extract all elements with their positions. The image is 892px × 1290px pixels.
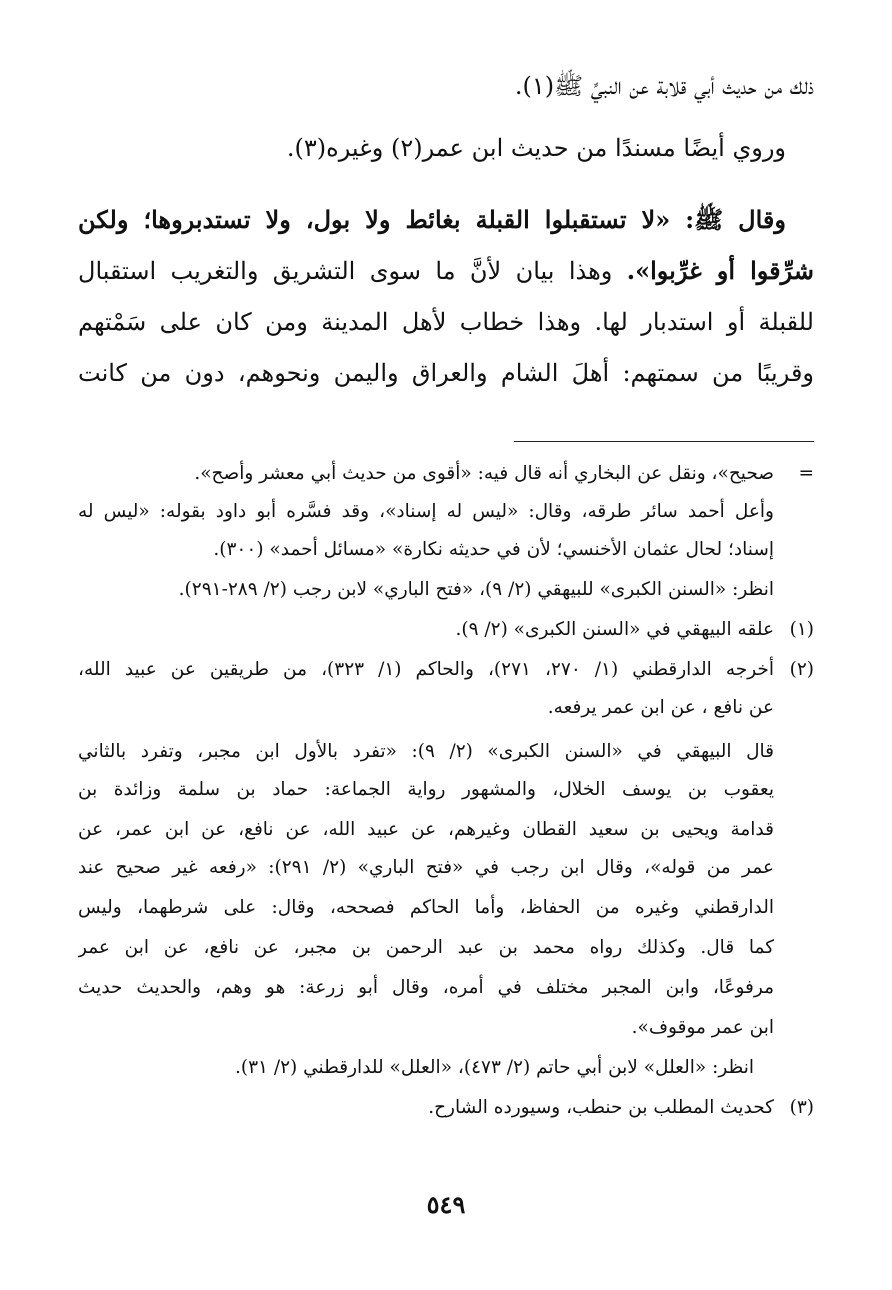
footnote-line: ابن عمر موقوف». [631, 1017, 774, 1038]
footnote-line: = صحيح»، ونقل عن البخاري أنه قال فيه: «أقوى من حديث أبي معشر وأصح». [78, 457, 814, 491]
footnote-number: (٢) [789, 659, 814, 680]
main-line-hadith: وقال ﷺ: «لا تستقبلوا القبلة بغائط ولا بول، ولا تستدبروها؛ ولكن [78, 205, 786, 234]
footnote-line: قدامة ويحيى بن سعيد القطان وغيرهم، عن عبيد الله، عن نافع، عن ابن عمر، عن [78, 819, 774, 840]
footnote-line: قال البيهقي في «السنن الكبرى» (٢/ ٩): «تفرد بالأول ابن مجبر، وتفرد بالثاني [78, 741, 774, 762]
footnote-line: عمر من قوله»، وقال ابن رجب في «فتح الباري» (٢/ ٢٩١): «رفعه غير صحيح عند [78, 857, 774, 878]
main-line: ذلك من حديث أبي قلابة عن النبيِّ ﷺ(١). [514, 72, 814, 100]
footnote-number: (١) [789, 619, 814, 640]
footnote-line: إسناد؛ لحال عثمان الأخنسي؛ لأن في حديثه نكارة» «مسائل أحمد» (٣٠٠). [213, 539, 774, 560]
hadith-end: شرِّقوا أو غرِّبوا». [626, 256, 814, 285]
footnote-line: انظر: «السنن الكبرى» للبيهقي (٢/ ٩)، «فتح الباري» لابن رجب (٢/ ٢٨٩-٢٩١). [178, 579, 774, 600]
footnote-1: (١) علقه البيهقي في «السنن الكبرى» (٢/ ٩). [78, 613, 814, 647]
main-line [78, 251, 814, 291]
footnote-2: (٢) أخرجه الدارقطني (١/ ٢٧٠، ٢٧١)، والحاكم (١/ ٣٢٣)، من طريقين عن عبيد الله، [78, 653, 814, 687]
footnote-3: (٣) كحديث المطلب بن حنطب، وسيورده الشارح. [78, 1091, 814, 1125]
page-number: ٥٤٩ [426, 1190, 466, 1219]
footnote-line: يعقوب بن يوسف الخلال، والمشهور رواية الجماعة: حماد بن سلمة وزائدة بن [78, 779, 774, 800]
footnote-line: كما قال. وكذلك رواه محمد بن عبد الرحمن بن مجبر، عن نافع، عن ابن عمر [78, 937, 774, 958]
footnote-line: وأعل أحمد سائر طرقه، وقال: «ليس له إسناد»، وقد فسَّره أبو داود بقوله: «ليس له [78, 501, 774, 522]
footnote-line: عن نافع ، عن ابن عمر يرفعه. [547, 697, 774, 718]
footnote-number: (٣) [789, 1097, 814, 1118]
footnote-line: انظر: «العلل» لابن أبي حاتم (٢/ ٤٧٣)، «العلل» للدارقطني (٢/ ٣١). [234, 1057, 754, 1078]
continuation-marker: = [798, 463, 814, 484]
main-line: وقريبًا من سمتهم: أهلَ الشام والعراق واليمن ونحوهم، دون من كانت [78, 359, 814, 387]
main-line: للقبلة أو استدبار لها. وهذا خطاب لأهل المدينة ومن كان على سَمْتهم [78, 308, 814, 336]
footnote-line: مرفوعًا، وابن المجبر مختلف في أمره، وقال أبو زرعة: هو وهم، والحديث حديث [78, 977, 774, 998]
main-line: وروي أيضًا مسندًا من حديث ابن عمر(٢) وغيره(٣). [286, 134, 786, 162]
footnote-divider [514, 441, 814, 442]
book-page [78, 0, 814, 1290]
main-line-rest: وهذا بيان لأنَّ ما سوى التشريق والتغريب استقبال [78, 257, 627, 285]
footnote-line: الدارقطني وغيره من الحفاظ، وأما الحاكم فصححه، وقال: على شرطهما، وليس [78, 897, 774, 918]
